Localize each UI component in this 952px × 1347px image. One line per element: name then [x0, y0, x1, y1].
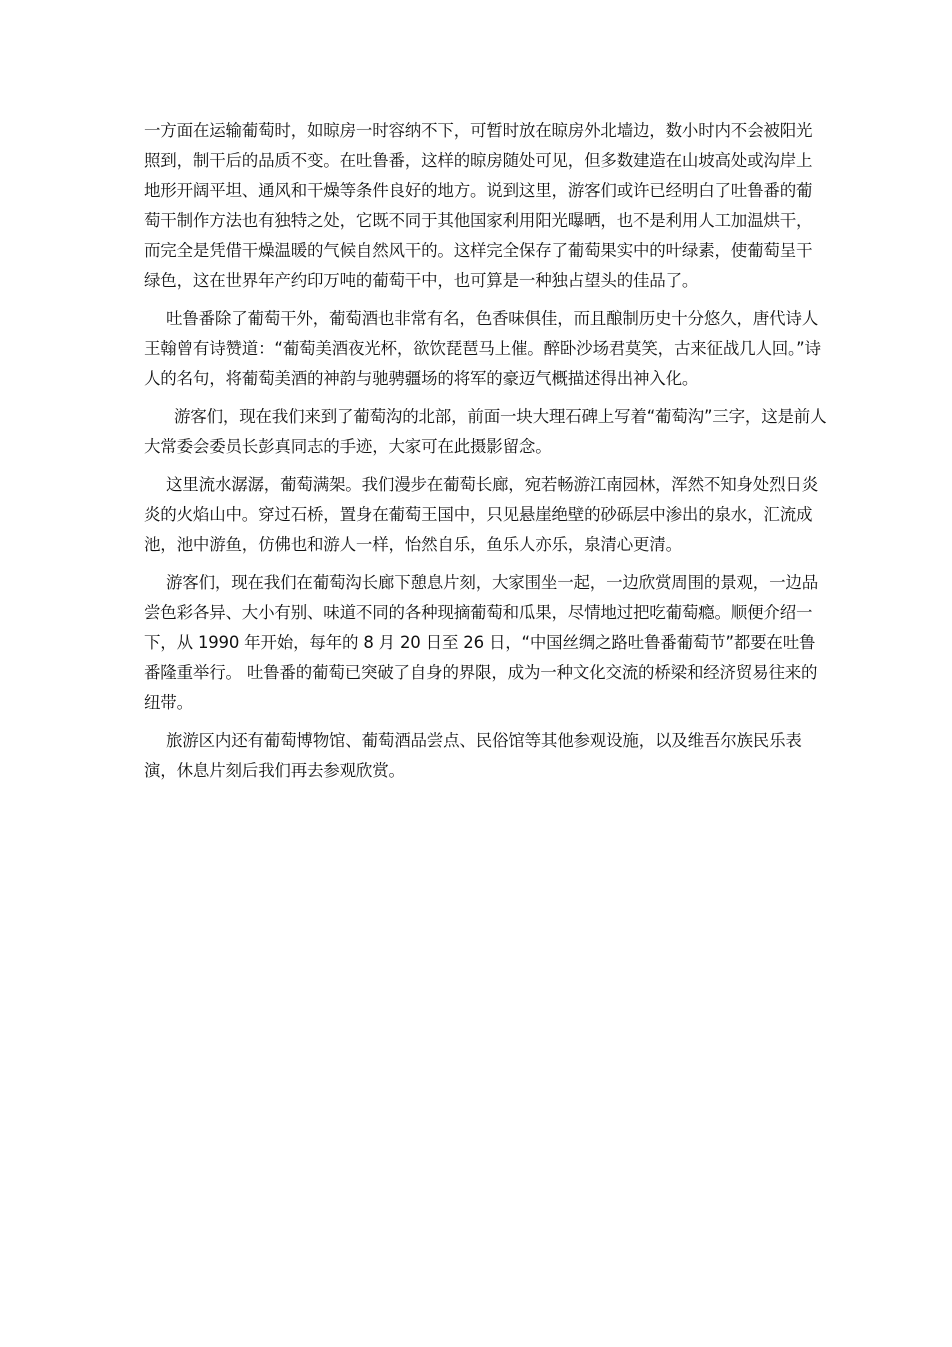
paragraph: 吐鲁番除了葡萄干外，葡萄酒也非常有名，色香味俱佳，而且酿制历史十分悠久，唐代诗人王翰曾有诗赞道：“葡萄美酒夜光杯，欲饮琵琶马上催。醉卧沙场君莫笑，古来征战几人回。”诗人的名句，将葡萄美酒的神韵与驰骋疆场的将军的豪迈气概描述得出神入化。 — [144, 309, 821, 388]
paragraph: 游客们，现在我们来到了葡萄沟的北部，前面一块大理石碑上写着“葡萄沟”三字，这是前人大常委会委员长彭真同志的手迹，大家可在此摄影留念。 — [144, 407, 827, 456]
paragraph: 游客们，现在我们在葡萄沟长廊下憩息片刻，大家围坐一起，一边欣赏周围的景观，一边品尝色彩各异、大小有别、味道不同的各种现摘葡萄和瓜果，尽情地过把吃葡萄瘾。顺便介绍一下，从 1990 年开始，每年的 8 月 20 日至 26 日，“中国丝绸之路吐鲁番葡萄节”都要在吐鲁番隆重举行。 吐鲁番的葡萄已突破了自身的界限，成为一种文化交流的桥梁和经济贸易往来的纽带。 — [144, 573, 819, 712]
paragraph: 这里流水潺潺，葡萄满架。我们漫步在葡萄长廊，宛若畅游江南园林，浑然不知身处烈日炎炎的火焰山中。穿过石桥，置身在葡萄王国中，只见悬崖绝壁的砂砾层中渗出的泉水，汇流成池，池中游鱼，仿佛也和游人一样，怡然自乐，鱼乐人亦乐，泉清心更清。 — [144, 475, 819, 554]
paragraph: 一方面在运输葡萄时，如晾房一时容纳不下，可暂时放在晾房外北墙边，数小时内不会被阳光照到，制干后的品质不变。在吐鲁番，这样的晾房随处可见，但多数建造在山坡高处或沟岸上地形开阔平坦、通风和干燥等条件良好的地方。说到这里，游客们或许已经明白了吐鲁番的葡萄干制作方法也有独特之处，它既不同于其他国家利用阳光曝晒，也不是利用人工加温烘干，而完全是凭借干燥温暖的气候自然风干的。这样完全保存了葡萄果实中的叶绿素，使葡萄呈干绿色，这在世界年产约印万吨的葡萄干中，也可算是一种独占望头的佳品了。 — [144, 121, 813, 290]
document-body — [144, 116, 828, 794]
paragraph: 旅游区内还有葡萄博物馆、葡萄酒品尝点、民俗馆等其他参观设施，以及维吾尔族民乐表演，休息片刻后我们再去参观欣赏。 — [144, 731, 802, 780]
